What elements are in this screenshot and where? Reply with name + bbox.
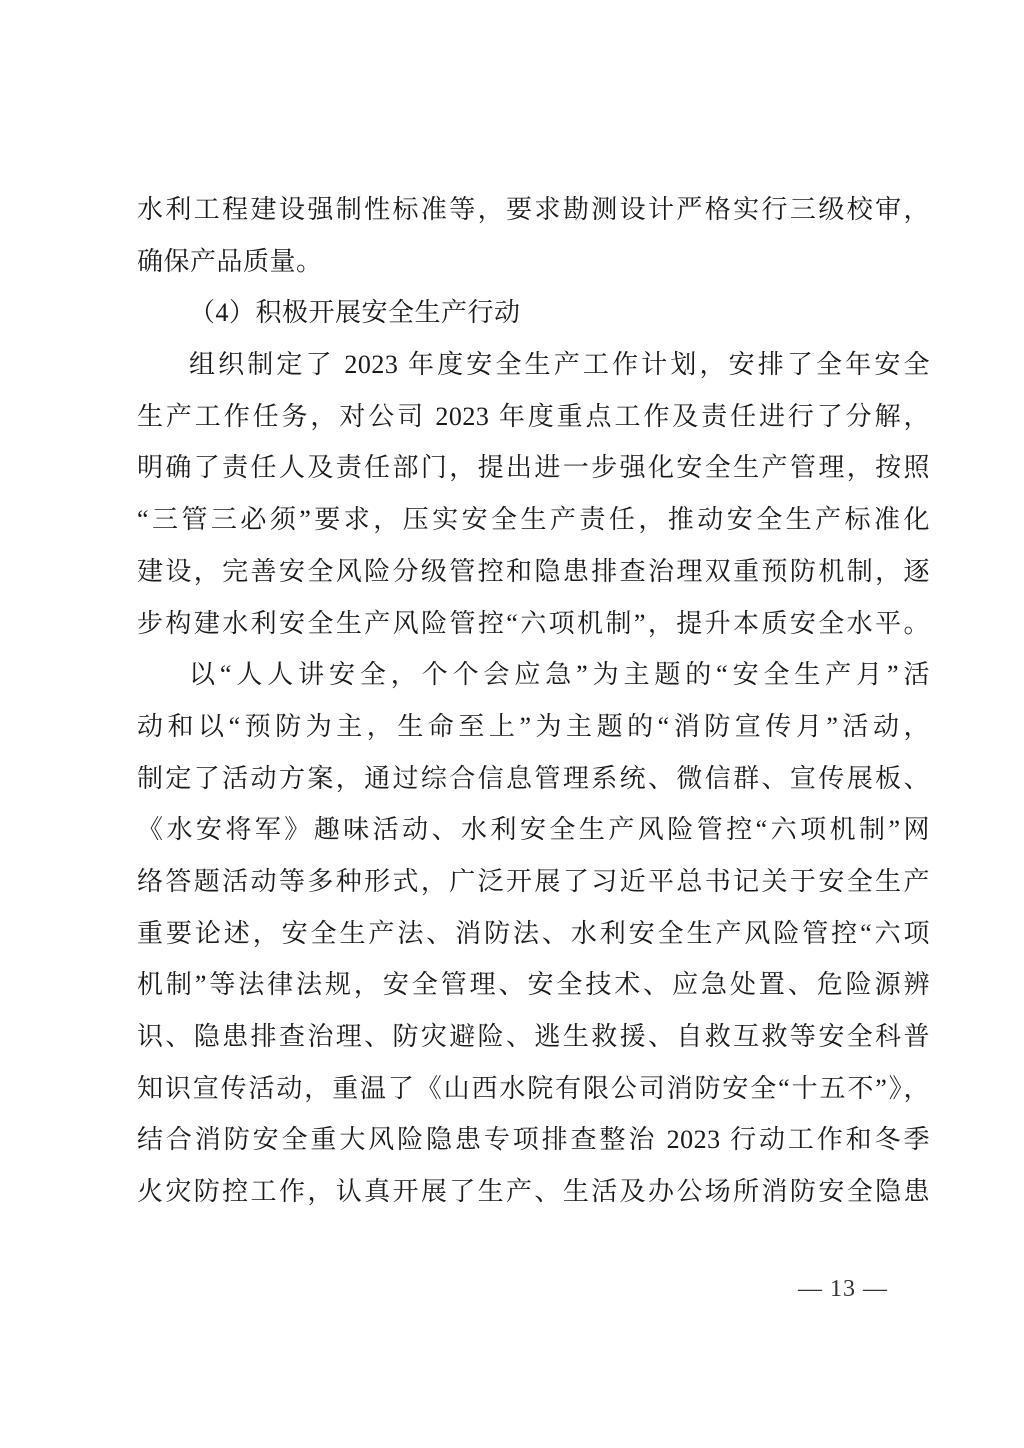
text-line: 结合消防安全重大风险隐患专项排查整治 2023 行动工作和冬季 (137, 1125, 930, 1155)
text-line: 火灾防控工作，认真开展了生产、生活及办公场所消防安全隐患 (137, 1177, 930, 1207)
text-line: 明确了责任人及责任部门，提出进一步强化安全生产管理，按照 (137, 453, 930, 483)
text-line: 知识宣传活动，重温了《山西水院有限公司消防安全“十五不”》， (137, 1073, 930, 1103)
text-line: 制定了活动方案，通过综合信息管理系统、微信群、宣传展板、 (137, 763, 930, 793)
text-line: 以“人人讲安全，个个会应急”为主题的“安全生产月”活 (189, 660, 930, 690)
text-line: 水利工程建设强制性标准等，要求勘测设计严格实行三级校审， (137, 195, 930, 224)
body-text (137, 184, 930, 1218)
text-line: 步构建水利安全生产风险管控“六项机制”，提升本质安全水平。 (137, 608, 930, 638)
page-number: — 13 — (798, 1276, 888, 1302)
text-line: 重要论述，安全生产法、消防法、水利安全生产风险管控“六项 (137, 918, 930, 948)
text-line: 确保产品质量。 (137, 246, 323, 276)
text-line: 络答题活动等多种形式，广泛开展了习近平总书记关于安全生产 (137, 866, 930, 896)
text-line: 生产工作任务，对公司 2023 年度重点工作及责任进行了分解， (137, 401, 930, 431)
text-line: 建设，完善安全风险分级管控和隐患排查治理双重预防机制，逐 (137, 556, 930, 586)
text-line: 《水安将军》趣味活动、水利安全生产风险管控“六项机制”网 (137, 815, 930, 845)
text-line: 动和以“预防为主，生命至上”为主题的“消防宣传月”活动， (137, 711, 930, 741)
text-line: 机制”等法律法规，安全管理、安全技术、应急处置、危险源辨 (137, 970, 930, 1000)
text-line: 组织制定了 2023 年度安全生产工作计划，安排了全年安全 (189, 350, 930, 380)
text-line: 识、隐患排查治理、防灾避险、逃生救援、自救互救等安全科普 (137, 1022, 930, 1051)
text-line: “三管三必须”要求，压实安全生产责任，推动安全生产标准化 (137, 505, 930, 535)
section-heading: （4）积极开展安全生产行动 (189, 298, 521, 328)
